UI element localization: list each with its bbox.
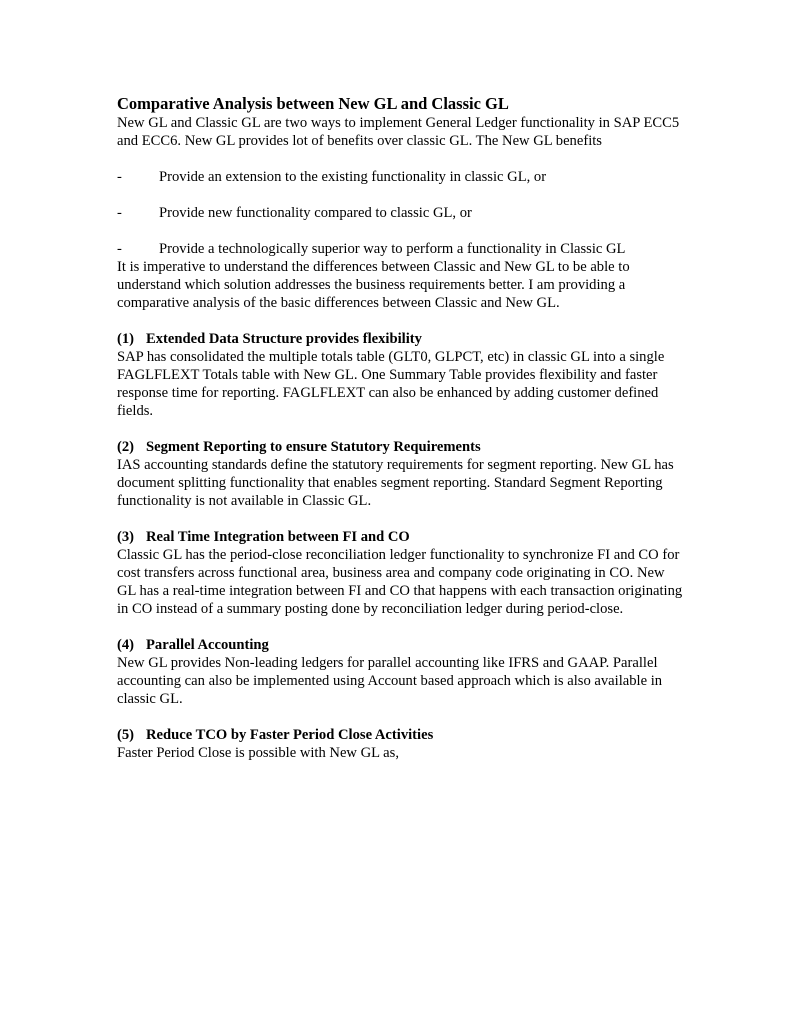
benefit-bullet-3 [117,240,687,258]
bullet-marker: - [117,169,122,185]
section-number: (1) [117,331,135,347]
section-number: (5) [117,727,135,743]
bullet-text: Provide an extension to the existing functionality in classic GL, or [159,169,547,185]
section-heading-text: Reduce TCO by Faster Period Close Activities [146,727,434,743]
section-body-2: IAS accounting standards define the statutory requirements for segment reporting. New GL has document splitting functionality that enables segment reporting. Standard Segment Reporting functionality is not available in Classic GL. [117,457,674,509]
section-number: (2) [117,439,135,455]
summary-paragraph: It is imperative to understand the differences between Classic and New GL to be able to understand which solution addresses the business requirements better. I am providing a comparative analysis of the basic differences between Classic and New GL. [117,259,630,311]
section-heading-3 [117,528,687,546]
section-heading-1 [117,330,687,348]
section-heading-4 [117,636,687,654]
document-title: Comparative Analysis between New GL and Classic GL [117,94,509,113]
benefit-bullet-2 [117,204,687,222]
bullet-marker: - [117,241,122,257]
section-heading-5 [117,726,687,744]
section-number: (4) [117,637,135,653]
section-heading-text: Extended Data Structure provides flexibility [146,331,422,347]
section-heading-text: Real Time Integration between FI and CO [146,529,410,545]
benefit-bullet-1 [117,168,687,186]
section-heading-text: Segment Reporting to ensure Statutory Requirements [146,439,481,455]
bullet-text: Provide new functionality compared to classic GL, or [159,205,472,221]
bullet-text: Provide a technologically superior way to perform a functionality in Classic GL [159,241,626,257]
section-heading-text: Parallel Accounting [146,637,269,653]
bullet-marker: - [117,205,122,221]
section-body-3: Classic GL has the period-close reconciliation ledger functionality to synchronize FI and CO for cost transfers across functional area, business area and company code originating in CO. New GL has a real-time integration between FI and CO that happens with each transaction originating in CO instead of a summary posting done by reconciliation ledger during period-close. [117,547,683,617]
document-page [117,94,687,762]
section-number: (3) [117,529,135,545]
section-body-4: New GL provides Non-leading ledgers for parallel accounting like IFRS and GAAP. Parallel accounting can also be implemented using Account based approach which is also available in classic GL. [117,655,663,707]
section-heading-2 [117,438,687,456]
section-body-1: SAP has consolidated the multiple totals table (GLT0, GLPCT, etc) in classic GL into a single FAGLFLEXT Totals table with New GL. One Summary Table provides flexibility and faster response time for reporting. FAGLFLEXT can also be enhanced by adding customer defined fields. [117,349,665,419]
intro-paragraph: New GL and Classic GL are two ways to implement General Ledger functionality in SAP ECC5 and ECC6. New GL provides lot of benefits over classic GL. The New GL benefits [117,115,680,149]
section-body-5: Faster Period Close is possible with New GL as, [117,745,399,761]
